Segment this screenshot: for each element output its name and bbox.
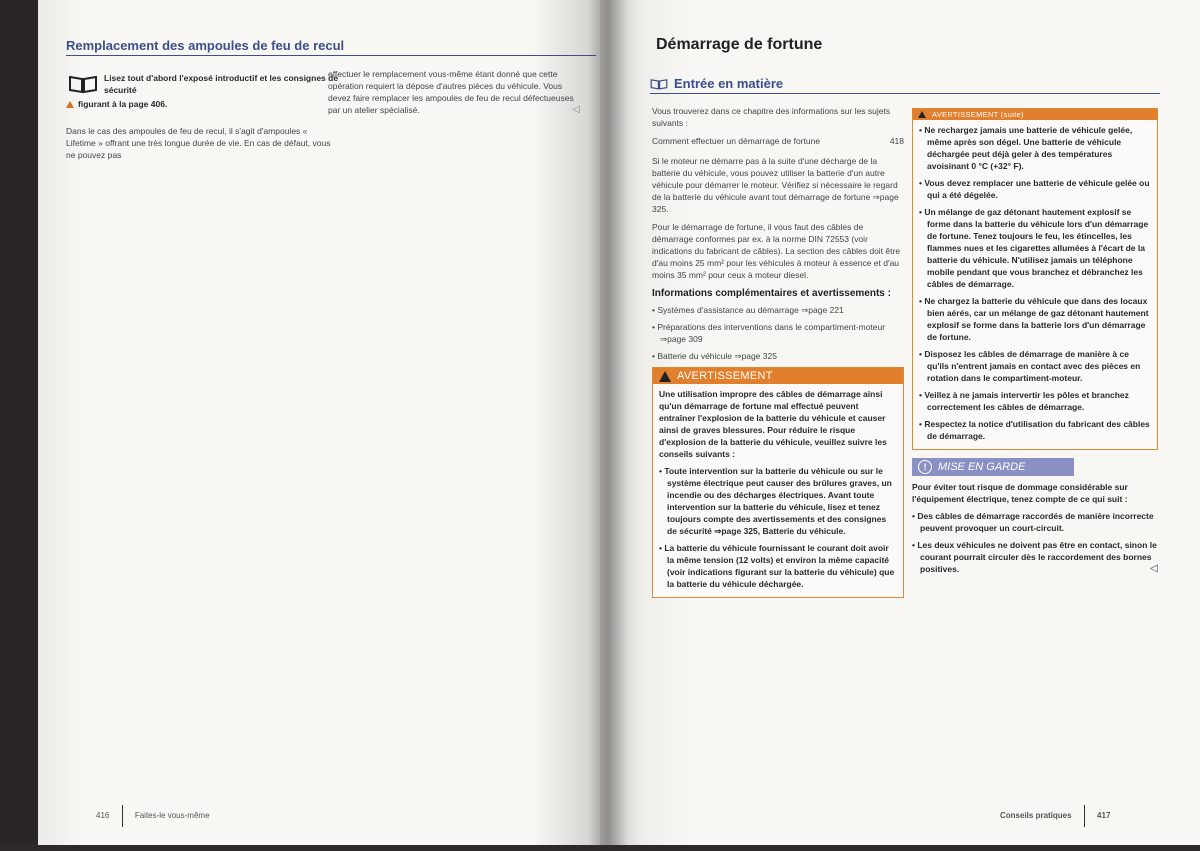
- info-heading: Informations complémentaires et avertissements :: [652, 288, 891, 299]
- info-item[interactable]: • Systèmes d'assistance au démarrage ⇒page 221: [652, 305, 844, 315]
- warning-item: • Ne chargez la batterie du véhicule que dans des locaux bien aérés, car un mélange de gaz détonant hautement explosif se forme dans la batterie lors d'un démarrage de fortune.: [919, 296, 1149, 342]
- warning-item: • Un mélange de gaz détonant hautement explosif se forme dans la batterie du véhicule lors d'un démarrage de fortune. Tenez toujours le feu, les étincelles, les flammes nues et les cigarettes allumées à l'écart de la batterie du véhicule. N'utilisez jamais un téléphone mobile pendant que vous branchez et débranchez les câbles de démarrage.: [919, 207, 1149, 289]
- intro-page-ref: figurant à la page 406.: [78, 99, 168, 109]
- warning-continued-header: [913, 109, 1157, 120]
- right-page-title: Démarrage de fortune: [656, 36, 823, 53]
- notice-intro: Pour éviter tout risque de dommage considérable sur l'équipement électrique, tenez compte de ce qui suit :: [912, 482, 1128, 504]
- book-icon: [68, 74, 98, 94]
- intro-text: Lisez tout d'abord l'exposé introductif et les consignes de sécurité: [104, 73, 339, 95]
- warning-continued-title: AVERTISSEMENT (suite): [932, 110, 1024, 119]
- info-circle-icon: !: [918, 460, 932, 474]
- left-footer-section: Faites-le vous-même: [134, 811, 210, 821]
- warning-box: [652, 367, 904, 598]
- toc-label: Comment effectuer un démarrage de fortune: [652, 136, 821, 146]
- left-col2-body: effectuer le remplacement vous-même étant donné que cette opération requiert la dépose d'autres pièces du véhicule. Vous devez faire remplacer les ampoules de feu de recul défectueuses par un atelier spécialisé.: [328, 69, 574, 115]
- warning-item: • Disposez les câbles de démarrage de manière à ce qu'ils n'entrent jamais en contact avec des pièces en rotation dans le compartiment-moteur.: [919, 349, 1141, 383]
- right-column-2: [912, 108, 1158, 580]
- warning-intro: Une utilisation impropre des câbles de démarrage ainsi qu'un démarrage de fortune mal effectué peuvent entraîner l'explosion de la batterie du véhicule et causer ainsi de graves blessures. Pour réduire le risque d'explosion de la batterie du véhicule, veuillez suivre les conseils suivants :: [659, 389, 887, 459]
- warning-item: • Vous devez remplacer une batterie de véhicule gelée ou qui a été dégelée.: [919, 178, 1150, 200]
- left-footer: [96, 805, 210, 827]
- warning-item: • Respectez la notice d'utilisation du fabricant des câbles de démarrage.: [919, 419, 1150, 441]
- notice-item: • Les deux véhicules ne doivent pas être en contact, sinon le courant pourrait circuler dès le raccordement des bornes positives. ◁: [912, 540, 1158, 574]
- right-column-1: [652, 105, 904, 598]
- book-spine: [588, 0, 628, 851]
- notice-header: [912, 458, 1074, 476]
- intro-notice-cont: [66, 98, 336, 110]
- left-col2-text: [328, 68, 580, 116]
- left-page: [38, 0, 600, 851]
- warning-triangle-icon: [66, 101, 74, 108]
- warning-continued-box: [912, 108, 1158, 450]
- warning-header: [653, 368, 903, 384]
- notice-title: MISE EN GARDE: [938, 461, 1026, 473]
- section-subtitle: [650, 76, 1160, 94]
- paragraph-1: Si le moteur ne démarre pas à la suite d'une décharge de la batterie du véhicule, vous pouvez utiliser la batterie d'un autre véhicule pour démarrer le moteur. Vérifiez si nécessaire le regard de la batterie du véhicule avant tout démarrage de fortune ⇒page 325.: [652, 156, 899, 214]
- left-body-text: Dans le cas des ampoules de feu de recul, il s'agit d'ampoules « Lifetime » offrant une très longue durée de vie. En cas de défaut, vous ne pouvez pas: [66, 126, 331, 160]
- right-footer: [1000, 805, 1110, 827]
- warning-triangle-icon: [918, 111, 926, 118]
- intro-paragraph: Vous trouverez dans ce chapitre des informations sur les sujets suivants :: [652, 106, 891, 128]
- notice-item: • Des câbles de démarrage raccordés de manière incorrecte peuvent provoquer un court-circuit.: [912, 511, 1154, 533]
- intro-notice: [104, 72, 344, 96]
- right-footer-section: Conseils pratiques: [1000, 811, 1072, 821]
- warning-item: • Toute intervention sur la batterie du véhicule ou sur le système électrique peut causer des brûlures graves, un incendie ou des décharges électriques. Avant toute intervention sur la batterie du véhicule, lisez et tenez toujours compte des avertissements et des consignes de sécurité ⇒page 325, Batterie du véhicule.: [659, 466, 892, 536]
- left-page-number: 416: [96, 811, 110, 821]
- left-page-title: Remplacement des ampoules de feu de recul: [66, 38, 596, 56]
- warning-item: • Veillez à ne jamais intervertir les pôles et branchez correctement les câbles de démarrage.: [919, 390, 1129, 412]
- toc-row[interactable]: [652, 135, 904, 147]
- info-item[interactable]: • Batterie du véhicule ⇒page 325: [652, 351, 777, 361]
- toc-page: 418: [889, 136, 904, 146]
- right-page: [600, 0, 1200, 851]
- paragraph-2: Pour le démarrage de fortune, il vous faut des câbles de démarrage conformes par ex. à la norme DIN 72553 (voir indications du fabricant de câbles). La section des câbles doit être d'au moins 25 mm² pour les véhicules à moteur à essence et d'au moins 35 mm² pour ceux à moteur diesel.: [652, 222, 901, 280]
- warning-item: • Ne rechargez jamais une batterie de véhicule gelée, même après son dégel. Une batterie de véhicule déchargée peut déjà geler à des températures avoisinant 0 °C (+32° F).: [919, 125, 1133, 171]
- warning-title: AVERTISSEMENT: [677, 370, 773, 382]
- right-page-number: 417: [1097, 811, 1111, 821]
- info-item[interactable]: • Préparations des interventions dans le compartiment-moteur ⇒page 309: [652, 322, 886, 344]
- end-mark-icon: ◁: [572, 104, 580, 115]
- warning-triangle-icon: [659, 371, 671, 382]
- book-icon: [650, 78, 668, 90]
- subtitle-text: Entrée en matière: [674, 76, 784, 91]
- bottom-edge: [0, 845, 1200, 851]
- warning-item: • La batterie du véhicule fournissant le courant doit avoir la même tension (12 volts) et environ la même capacité (voir indications figurant sur la batterie du véhicule) que la batterie du véhicule déchargée.: [659, 543, 895, 589]
